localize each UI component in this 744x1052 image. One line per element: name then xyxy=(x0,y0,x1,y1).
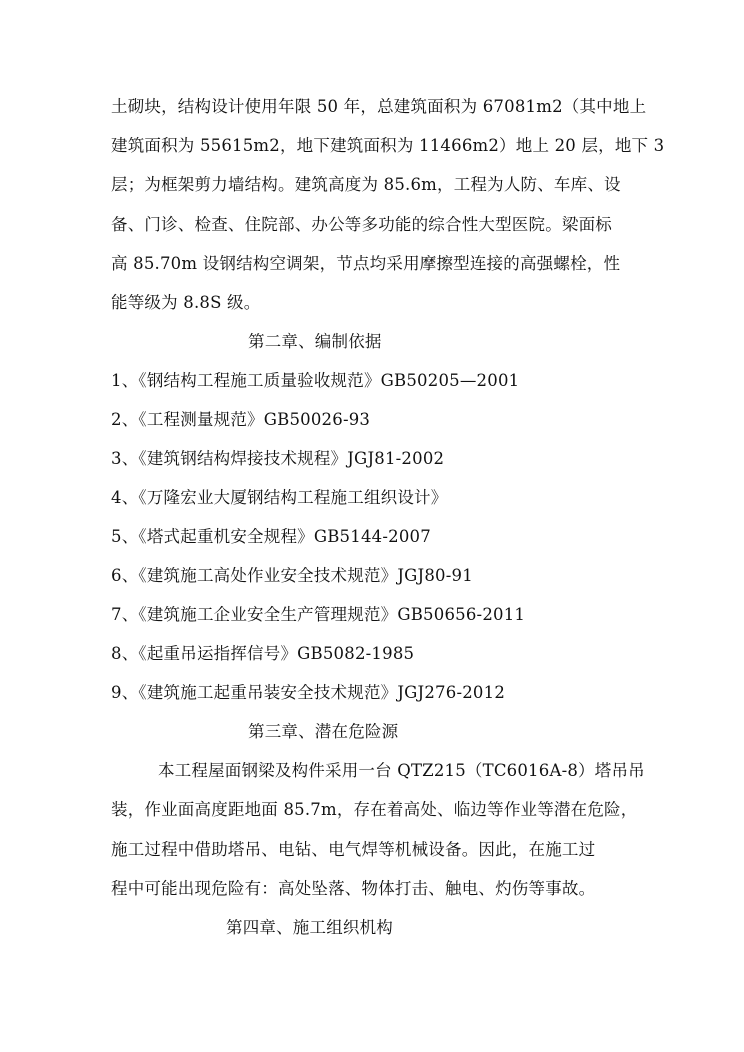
reference-item: 5、《塔式起重机安全规程》GB5144-2007 xyxy=(111,527,431,546)
reference-item: 2、《工程测量规范》GB50026-93 xyxy=(111,410,371,429)
reference-item: 9、《建筑施工起重吊装安全技术规范》JGJ276-2012 xyxy=(111,683,506,702)
intro-line: 层；为框架剪力墙结构。建筑高度为 85.6m，工程为人防、车库、设 xyxy=(111,175,621,194)
intro-line: 高 85.70m 设钢结构空调架，节点均采用摩擦型连接的高强螺栓，性 xyxy=(111,254,621,273)
reference-item: 1、《钢结构工程施工质量验收规范》GB50205—2001 xyxy=(111,371,520,390)
intro-line: 能等级为 8.8S 级。 xyxy=(111,293,261,312)
hazard-line: 施工过程中借助塔吊、电钻、电气焊等机械设备。因此，在施工过 xyxy=(111,840,596,859)
reference-item: 4、《万隆宏业大厦钢结构工程施工组织设计》 xyxy=(111,488,448,507)
reference-item: 7、《建筑施工企业安全生产管理规范》GB50656-2011 xyxy=(111,605,526,624)
intro-line: 备、门诊、检查、住院部、办公等多功能的综合性大型医院。梁面标 xyxy=(111,215,612,234)
intro-line: 建筑面积为 55615m2，地下建筑面积为 11466m2）地上 20 层，地下 3 xyxy=(111,136,665,155)
chapter4-heading: 第四章、施工组织机构 xyxy=(226,918,393,937)
chapter2-heading: 第二章、编制依据 xyxy=(248,332,382,351)
reference-item: 8、《起重吊运指挥信号》GB5082-1985 xyxy=(111,644,415,663)
chapter3-heading: 第三章、潜在危险源 xyxy=(248,722,399,741)
intro-line: 土砌块，结构设计使用年限 50 年，总建筑面积为 67081m2（其中地上 xyxy=(111,97,647,116)
hazard-line: 本工程屋面钢梁及构件采用一台 QTZ215（TC6016A-8）塔吊吊 xyxy=(158,761,645,780)
reference-item: 6、《建筑施工高处作业安全技术规范》JGJ80-91 xyxy=(111,566,473,585)
hazard-line: 装，作业面高度距地面 85.7m，存在着高处、临边等作业等潜在危险， xyxy=(111,800,638,819)
reference-item: 3、《建筑钢结构焊接技术规程》JGJ81-2002 xyxy=(111,449,445,468)
hazard-line: 程中可能出现危险有：高处坠落、物体打击、触电、灼伤等事故。 xyxy=(111,879,596,898)
